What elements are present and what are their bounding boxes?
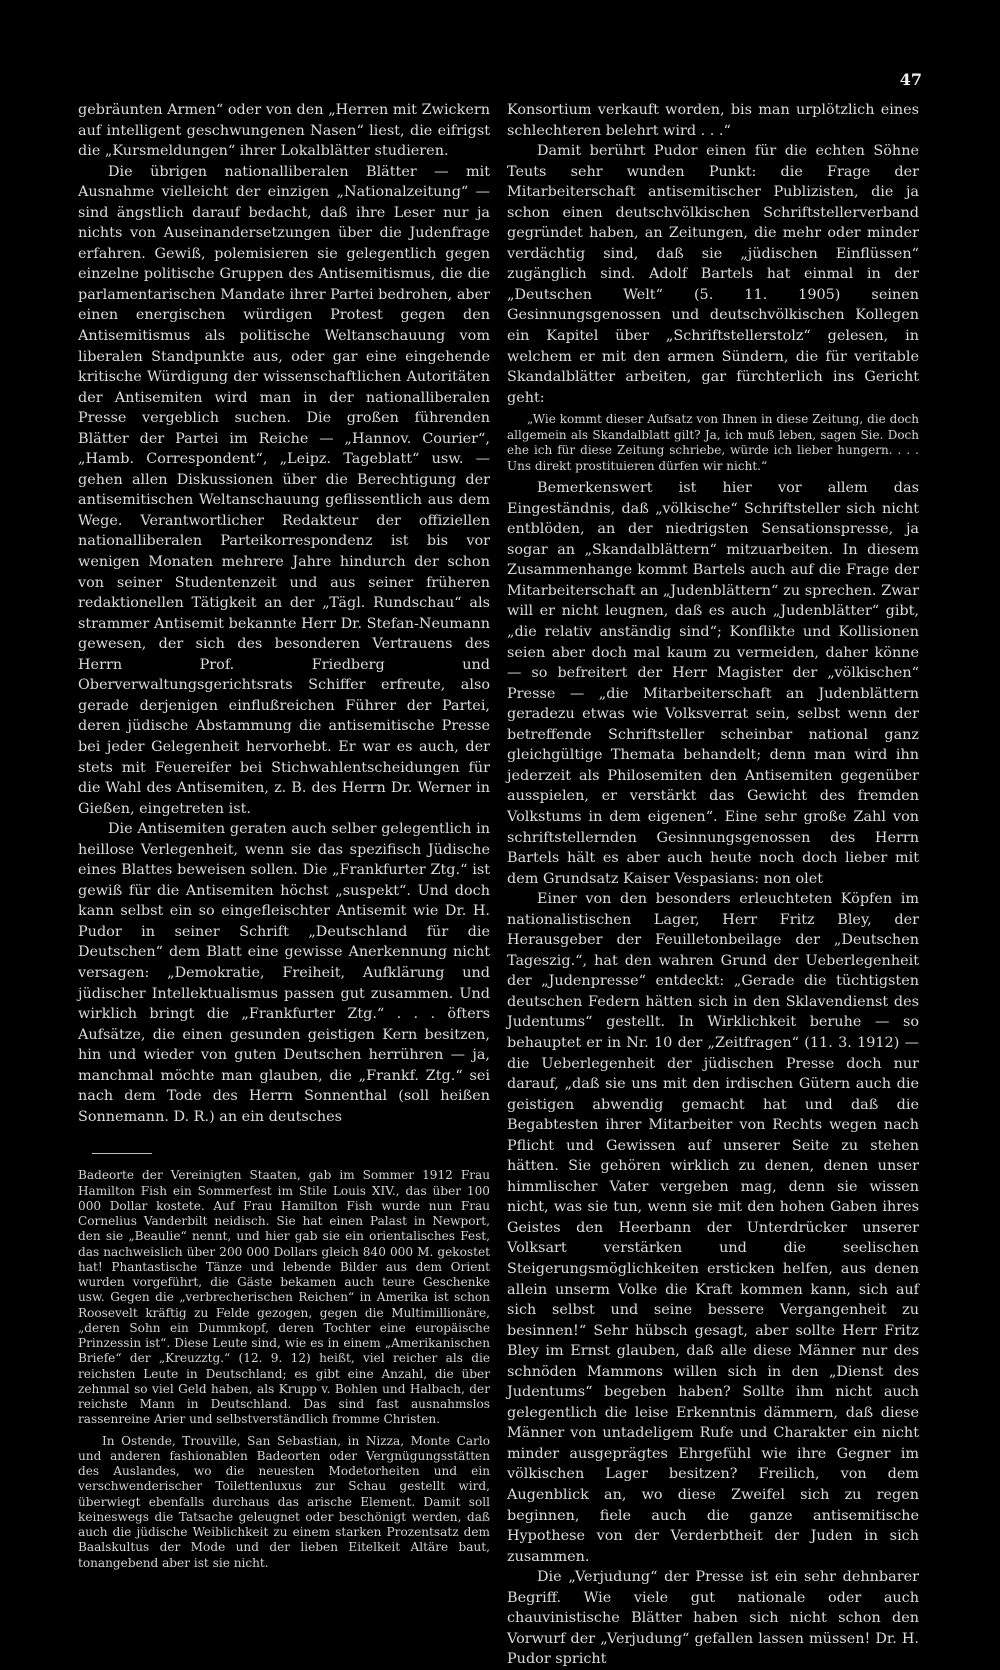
footnote-1: Badeorte der Vereinigten Staaten, gab im Sommer 1912 Frau Hamilton Fish ein Sommerfest im Stile Louis XIV., das über 100 000 Dollar kostete. Auf Frau Hamilton Fish wurde nun Frau Cornelius Vanderbilt neidisch. Sie hat einen Palast in Newport, den sie „Beaulie“ nennt, und hier gab sie ein orientalisches Fest, das nachweislich über 200 000 Dollars gleich 840 000 M. gekostet hat! Phantastische Tänze und lebende Bilder aus dem Orient wurden vorgeführt, die Gäste bekamen auch teure Geschenke usw. Gegen die „verbrecherischen Reichen“ in Amerika ist schon Roosevelt kräftig zu Felde gezogen, gegen die Multimillionäre, „deren Sohn ein Dummkopf, deren Tochter eine europäische Prinzessin ist“. Diese Leute sind, wie es in einem „Amerikanischen Briefe“ der „Kreuzztg.“ (12. 9. 12) heißt, viel reicher als die reichsten Leute in Deutschland; es gibt eine Anzahl, die über zehnmal so viel Geld haben, als Krupp v. Bohlen und Halbach, der reichste Mann in Deutschland. Das sind fast ausnahmslos rassenreine Arier und selbstverständlich fromme Christen. xyxy=(78,1168,490,1427)
right-paragraph-5: Die „Verjudung“ der Presse ist ein sehr dehnbarer Begriff. Wie viele gut nationale oder auch chauvinistische Blätter haben sich nicht schon den Vorwurf der „Verjudung“ gefallen lassen müssen! Dr. H. Pudor spricht xyxy=(507,1569,919,1668)
block-quote: „Wie kommt dieser Aufsatz von Ihnen in diese Zeitung, die doch allgemein als Skandalblatt gilt? Ja, ich muß leben, sagen Sie. Doch ehe ich für diese Zeitung schriebe, würde ich lieber hungern. . . . Uns direkt prostituieren dürfen wir nicht.“ xyxy=(507,412,919,473)
footnote-2: In Ostende, Trouville, San Sebastian, in Nizza, Monte Carlo und anderen fashionablen Badeorten oder Vergnügungsstätten des Auslandes, wo die neuesten Modetorheiten und ein verschwenderischer Toilettenluxus zur Schau gestellt wird, überwiegt ebenfalls durchaus das arische Element. Damit soll keineswegs die Tatsache geleugnet oder beschönigt werden, daß auch die jüdische Weiblichkeit zu einem starken Prozentsatz dem Baalskultus der Mode und der lieben Eitelkeit Altäre baut, tonangebend aber ist sie nicht. xyxy=(78,1433,490,1570)
footnotes xyxy=(78,1168,490,1571)
left-paragraph-1: gebräunten Armen“ oder von den „Herren mit Zwickern auf intelligent geschwungenen Nasen“ liest, die eifrigst die „Kursmeldungen“ ihrer Lokalblätter studieren. xyxy=(78,102,490,160)
right-column xyxy=(507,100,919,1670)
right-paragraph-2: Damit berührt Pudor einen für die echten Söhne Teuts sehr wunden Punkt: die Frage der Mitarbeiterschaft antisemitischer Publizisten, die ja schon einen deutschvölkischen Schriftstellerverband gegründet haben, an Zeitungen, die mehr oder minder verdächtig sind, daß sie „jüdischen Einflüssen“ zugänglich sind. Adolf Bartels hat einmal in der „Deutschen Welt“ (5. 11. 1905) seinen Gesinnungsgenossen und deutschvölkischen Kollegen ein Kapitel über „Schriftstellerstolz“ gelesen, in welchem er mit den armen Sündern, die für veritable Skandalblätter arbeiten, gar fürchterlich ins Gericht geht: xyxy=(507,143,919,406)
left-paragraph-3: Die Antisemiten geraten auch selber gelegentlich in heillose Verlegenheit, wenn sie das spezifisch Jüdische eines Blattes beweisen sollen. Die „Frankfurter Ztg.“ ist gewiß für die Antisemiten höchst „suspekt“. Und doch kann selbst ein so eingefleischter Antisemit wie Dr. H. Pudor in seiner Schrift „Deutschland für die Deutschen“ dem Blatt eine gewisse Anerkennung nicht versagen: „Demokratie, Freiheit, Aufklärung und jüdischer Intellektualismus passen gut zusammen. Und wirklich bringt die „Frankfurter Ztg.“ . . . öfters Aufsätze, die einen gesunden geistigen Kern besitzen, hin und wieder von guten Deutschen herrühren — ja, manchmal möchte man glauben, die „Frankf. Ztg.“ sei nach dem Tode des Herrn Sonnenthal (soll heißen Sonnemann. D. R.) an ein deutsches xyxy=(78,821,490,1125)
right-paragraph-4: Einer von den besonders erleuchteten Köpfen im nationalistischen Lager, Herr Fritz Bley, der Herausgeber der Feuilletonbeilage der „Deutschen Tageszig.“, hat den wahren Grund der Ueberlegenheit der „Judenpresse“ entdeckt: „Gerade die tüchtigsten deutschen Federn hätten sich in den Sklavendienst des Judentums“ gestellt. In Wirklichkeit beruhe — so behauptet er in Nr. 10 der „Zeitfragen“ (11. 3. 1912) — die Ueberlegenheit der jüdischen Presse doch nur darauf, „daß sie uns mit den irdischen Gütern auch die geistigen abwendig gemacht hat und daß die Begabtesten ihrer Mitarbeiter von Rechts wegen nach Pflicht und Gewissen auf unserer Seite zu stehen hätten. Sie gehören wirklich zu denen, denen unser himmlischer Vater vergeben mag, denn sie wissen nicht, was sie tun, wenn sie mit den hohen Gaben ihres Geistes den Heerbann der Unterdrücker unserer Volksart verstärken und die seelischen Steigerungsmöglichkeiten ersticken helfen, aus denen allein unserm Volke die Kraft kommen kann, sich auf sich selbst und seine bessere Vergangenheit zu besinnen!“ Sehr hübsch gesagt, aber sollte Herr Fritz Bley im Ernst glauben, daß alle diese Männer nur des schnöden Mammons willen sich in den „Dienst des Judentums“ begeben haben? Sollte ihm nicht auch gelegentlich die leise Erkenntnis dämmern, daß diese Männer von untadeligem Rufe und Charakter ein nicht minder ausgeprägtes Ehrgefühl wie ihre Gegner im völkischen Lager besitzen? Freilich, von dem Augenblick an, wo diese Zweifel sich zu regen beginnen, fiele auch die ganze antisemitische Hypothese von der Verderbtheit der Juden in sich zusammen. xyxy=(507,891,919,1565)
footnote-divider xyxy=(92,1153,152,1154)
right-paragraph-3: Bemerkenswert ist hier vor allem das Eingeständnis, daß „völkische“ Schriftsteller sich nicht entblöden, an der niedrigsten Sensationspresse, ja sogar an „Skandalblättern“ mitzuarbeiten. In diesem Zusammenhange kommt Bartels auch auf die Frage der Mitarbeiterschaft an „Judenblättern“ zu sprechen. Zwar will er nicht leugnen, daß es auch „Judenblätter“ gibt, „die relativ anständig sind“; Konflikte und Kollisionen seien aber doch mal kaum zu vermeiden, daher könne — so befreitert der Herr Magister der „völkischen“ Presse — „die Mitarbeiterschaft an Judenblättern geradezu etwas wie Volksverrat sein, selbst wenn der betreffende Schriftsteller scheinbar national ganz gleichgültige Themata behandelt; denn man wird ihn jederzeit als Philosemiten den Antisemiten gegenüber ausspielen, er verstärkt das Gewicht des fremden Volkstums in dem eigenen“. Eine sehr große Zahl von schriftstellernden Gesinnungsgenossen des Herrn Bartels hält es aber auch heute noch doch lieber mit dem Grundsatz Kaiser Vespasians: non olet xyxy=(507,480,919,887)
page-number: 47 xyxy=(899,70,922,89)
left-paragraph-2: Die übrigen nationalliberalen Blätter — mit Ausnahme vielleicht der einzigen „Nationalzeitung“ — sind ängstlich darauf bedacht, daß ihre Leser nur ja nichts von Auseinandersetzungen über die Judenfrage erfahren. Gewiß, polemisieren sie gelegentlich gegen einzelne politische Gruppen des Antisemitismus, die die parlamentarischen Mandate ihrer Partei bedrohen, aber einen energischen würdigen Protest gegen den Antisemitismus als politische Weltanschauung vom liberalen Standpunkte aus, oder gar eine eingehende kritische Würdigung der wissenschaftlichen Autoritäten der Antisemiten wird man in der nationalliberalen Presse vergeblich suchen. Die großen führenden Blätter der Partei im Reiche — „Hannov. Courier“, „Hamb. Correspondent“, „Leipz. Tageblatt“ usw. — gehen allen Diskussionen über die Berechtigung der antisemitischen Weltanschauung geflissentlich aus dem Wege. Verantwortlicher Redakteur der offiziellen nationalliberalen Parteikorrespondenz ist bis vor wenigen Monaten mehrere Jahre hindurch der schon von seiner Studentenzeit und aus seiner früheren redaktionellen Tätigkeit an der „Tägl. Rundschau“ als strammer Antisemit bekannte Herr Dr. Stefan-Neumann gewesen, der sich des besonderen Vertrauens des Herrn Prof. Friedberg und Oberverwaltungsgerichtsrats Schiffer erfreute, also gerade derjenigen einflußreichen Führer der Partei, deren jüdische Abstammung die antisemitische Presse bei jeder Gelegenheit hervorhebt. Er war es auch, der stets mit Feuereifer bei Stichwahlentscheidungen für die Wahl des Antisemiten, z. B. des Herrn Dr. Werner in Gießen, eingetreten ist. xyxy=(78,163,491,817)
left-column xyxy=(78,100,490,1571)
right-paragraph-1: Konsortium verkauft worden, bis man urplötzlich eines schlechteren belehrt wird . . .“ xyxy=(507,102,919,139)
